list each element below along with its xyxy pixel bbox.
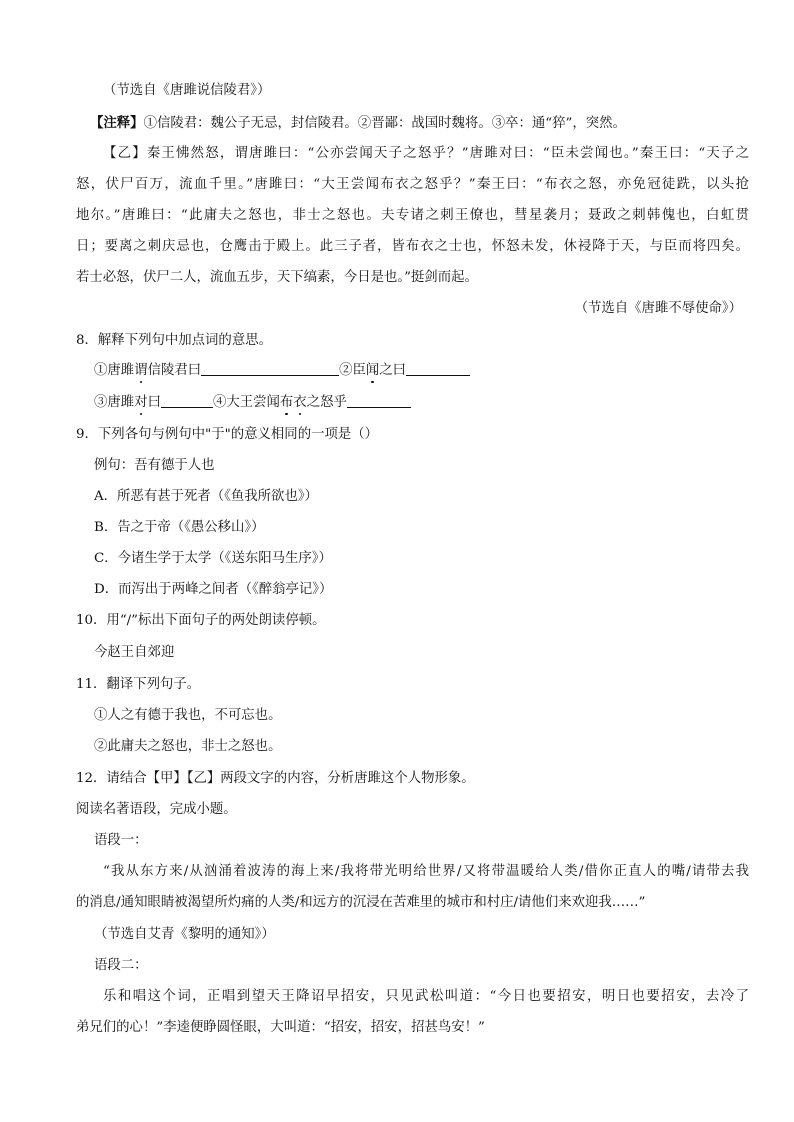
reading-intro: 阅读名著语段，完成小题。 (76, 802, 237, 817)
q8-answer-blank-1[interactable] (201, 361, 339, 376)
notes-line (90, 114, 626, 133)
q9-option-d[interactable]: D．而泻出于两峰之间者（《醉翁亭记》） (94, 582, 333, 597)
q8-stem: 8．解释下列句中加点词的意思。 (76, 333, 272, 348)
q9-option-a[interactable]: A．所恶有甚于死者（《鱼我所欲也》） (94, 489, 318, 504)
notes-text: ①信陵君：魏公子无忌，封信陵君。②晋鄙：战国时魏将。③卒：通“猝”，突然。 (143, 116, 626, 131)
passage-b-line: 日；要离之刺庆忌也，仓鹰击于殿上。此三子者，皆布衣之士也，怀怒未发，休祲降于天，与臣而将四矣。 (76, 239, 749, 254)
q8-item4-dotted-word-1: 布 (279, 395, 294, 410)
q8-item2-post: 之曰 (379, 363, 407, 378)
q8-item4-num: ④ (212, 395, 227, 410)
passage-b-line: 若士必怒，伏尸二人，流血五步，天下缟素，今日是也。”挺剑而起。 (76, 270, 478, 285)
q9-option-c[interactable]: C．今诸生学于太学（《送东阳马生序》） (94, 551, 332, 566)
q11-item-1: ①人之有德于我也，不可忘也。 (94, 708, 282, 723)
segment-1-label: 语段一： (94, 833, 148, 848)
q11-item-2: ②此庸夫之怒也，非士之怒也。 (94, 739, 282, 754)
passage-b-line: 【乙】秦王怫然怒，谓唐雎曰：“公亦尝闻天子之怒乎？”唐雎对曰：“臣未尝闻也。”秦王曰：“天子之 (103, 146, 749, 161)
segment-1-line: 的消息/通知眼睛被渴望所灼痛的人类/和远方的沉浸在苦难里的城市和村庄/请他们来欢迎我……” (76, 895, 646, 910)
q8-item1-pre: 唐雎 (107, 363, 135, 378)
q8-item1-num: ① (94, 363, 108, 378)
passage-a-source: （节选自《唐雎说信陵君》） (103, 83, 271, 98)
q8-row-2 (94, 393, 411, 412)
segment-1-line: “我从东方来/从汹涌着波涛的海上来/我将带光明给世界/又将带温暖给人类/借你正直人的嘴/请带去我 (103, 864, 749, 879)
q8-item3-dotted-word: 对 (134, 395, 148, 410)
q8-answer-blank-2[interactable] (406, 361, 470, 376)
segment-1-source: （节选自艾青《黎明的通知》） (94, 927, 275, 942)
segment-2-label: 语段二： (94, 958, 148, 973)
q8-item2-dotted-word: 闻 (365, 363, 380, 378)
q8-item2-num: ② (339, 363, 353, 378)
q8-item3-pre: 唐雎 (107, 395, 135, 410)
q8-item4-pre: 大王尝闻 (226, 395, 280, 410)
q8-item3-post: 曰 (147, 395, 161, 410)
q10-stem: 10．用“/”标出下面句子的两处朗读停顿。 (76, 613, 326, 628)
segment-2-line: 乐和唱这个词，正唱到望天王降诏早招安，只见武松叫道：“今日也要招安，明日也要招安，去冷了 (103, 989, 749, 1004)
passage-b-source: （节选自《唐雎不辱使命》） (574, 301, 742, 316)
q8-row-1 (94, 361, 470, 380)
q8-item4-dotted-word-2: 衣 (293, 395, 307, 410)
passage-b-line: 地尔。”唐雎曰：“此庸夫之怒也，非士之怒也。夫专诸之刺王僚也，彗星袭月；聂政之刺韩傀也，白虹贯 (76, 208, 749, 223)
q8-item1-post: 信陵君曰 (147, 363, 202, 378)
q11-stem: 11．翻译下列句子。 (76, 677, 201, 692)
passage-b-line: 怒，伏尸百万，流血千里。”唐雎曰：“大王尝闻布衣之怒乎？”秦王曰：“布衣之怒，亦免冠徒跣，以头抢 (76, 177, 749, 192)
q8-answer-blank-4[interactable] (347, 393, 411, 408)
q9-option-b[interactable]: B．告之于帝（《愚公移山》） (94, 520, 265, 535)
q8-item4-post: 之怒乎 (306, 395, 347, 410)
q8-item1-dotted-word: 谓 (134, 363, 148, 378)
q8-item2-pre: 臣 (352, 363, 366, 378)
q9-stem: 9．下列各句与例句中"于"的意义相同的一项是（） (76, 427, 379, 442)
q8-item3-num: ③ (94, 395, 108, 410)
q9-example: 例句：吾有德于人也 (94, 458, 215, 473)
notes-label: 【注释】 (90, 115, 144, 131)
segment-2-line: 弟兄们的心！”李逵便睁圆怪眼，大叫道：“招安，招安，招甚鸟安！” (76, 1020, 485, 1035)
q8-answer-blank-3[interactable] (161, 393, 213, 408)
q10-sentence: 今赵王自郊迎 (94, 645, 175, 660)
q12-stem: 12．请结合【甲】【乙】两段文字的内容，分析唐雎这个人物形象。 (76, 771, 475, 786)
